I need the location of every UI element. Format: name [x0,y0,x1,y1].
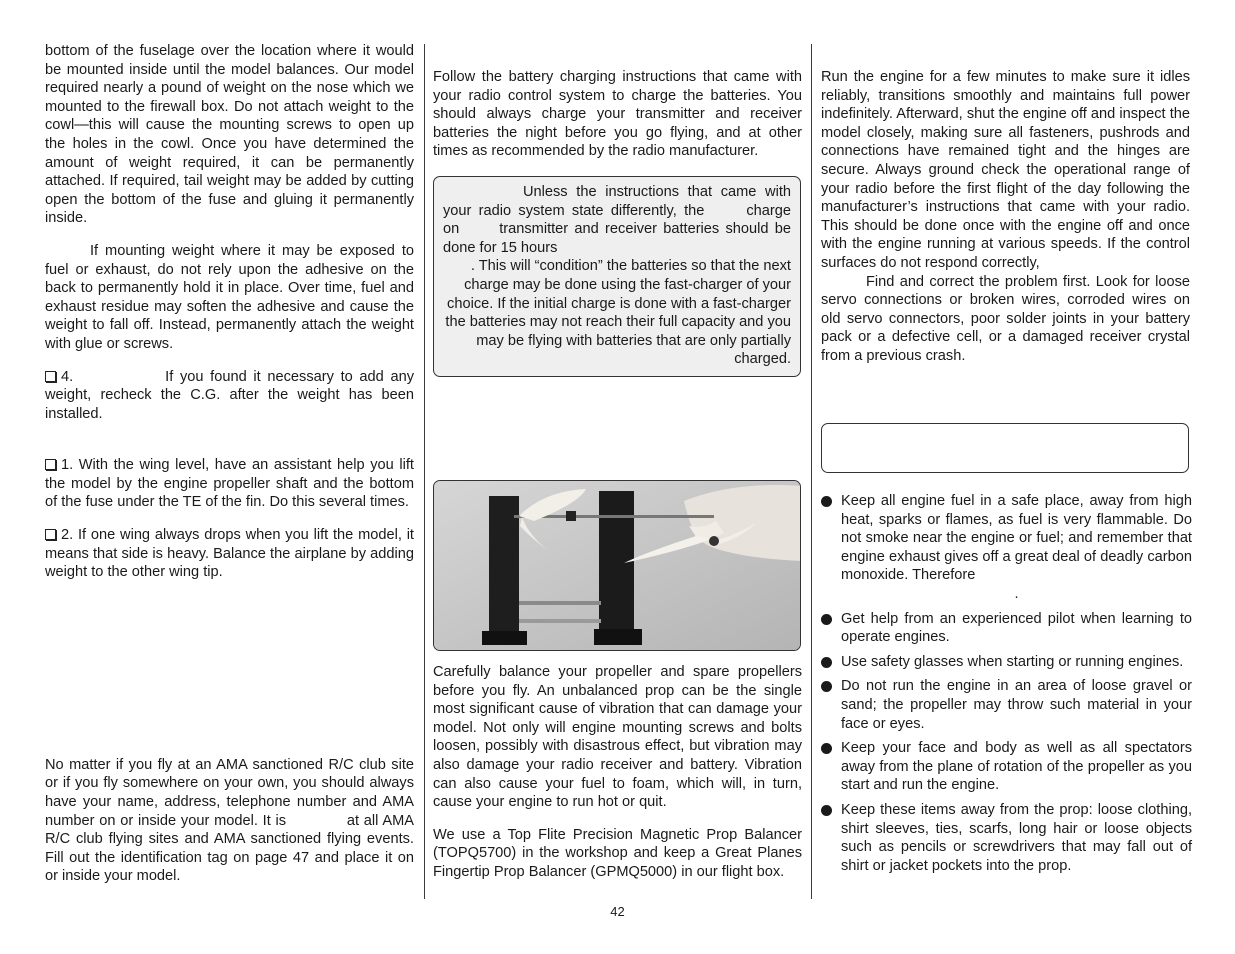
list-item: Get help from an experienced pilot when learning to operate engines. [821,610,1192,647]
list-item: Keep these items away from the prop: loose clothing, shirt sleeves, ties, scarfs, long hair or loose objects such as pencils or screwdrivers that may fall out of shirt or jacket pockets into the prop. [821,801,1192,875]
page-number: 42 [610,904,625,919]
paragraph-balance-weight: bottom of the fuselage over the location where it would be mounted inside until the model balances. Our model required nearly a pound of weight on the nose which we mounted to the firewall box. Do not attach weight to the cowl—this will cause the mounting screws to open up the holes in the cowl. Once you have determined the amount of weight required, it can be permanently attached. If required, tail weight may be added by cutting open the bottom of the fuse and gluing it permanently inside. [45,43,414,227]
checkbox-icon[interactable] [45,459,56,470]
list-item: Keep all engine fuel in a safe place, away from high heat, sparks or flames, as fuel is very flammable. Do not smoke near the engine or fuel; and remember that engine exhaust gives off a great deal of deadly carbon monoxide. Therefore . [821,492,1192,604]
paragraph-prop-balancers: We use a Top Flite Precision Magnetic Prop Balancer (TOPQ5700) in the workshop and keep a Great Planes Fingertip Prop Balancer (GPMQ5000) in our flight box. [433,826,802,880]
column-divider [811,44,812,899]
step-recheck-cg: 4. If you found it necessary to add any weight, recheck the C.G. after the weight has been installed. [45,368,414,422]
paragraph-find-problem: Find and correct the problem first. Look for loose servo connections or broken wires, corroded wires on old servo connectors, poor solder joints in your battery pack or a defective cell, or a damaged receiver crystal from a previous crash. [821,273,1190,364]
prop-balancer-image [434,481,801,651]
paragraph-weight-note: If mounting weight where it may be exposed to fuel or exhaust, do not rely upon the adhesive on the back to permanently hold it in place. Over time, fuel and exhaust residue may soften the adhesive and cause the weight to fall off. Instead, permanently attach the weight with glue or screws. [45,242,414,352]
paragraph-ground-check: Run the engine for a few minutes to make sure it idles reliably, transitions smoothly and maintains full power indefinitely. Afterward, shut the engine off and inspect the model closely, making sure all fasteners, pushrods and connections have remained tight and the hinges are secure. Always ground check the operational range of your radio before the first flight of the day following the manufacturer’s instructions that came with your radio. This should be done once with the engine off and once with the engine running at various speeds. If the control surfaces do not respond correctly, [821,69,1190,271]
checkbox-icon[interactable] [45,529,56,540]
step-lateral-balance-1: 1. With the wing level, have an assistant help you lift the model by the engine propeller shaft and the bottom of the fuse under the TE of the fin. Do this several times. [45,457,414,511]
battery-note-box: Unless the instructions that came with your radio system state differently, the charge on transmitter and receiver batteries should be done for 15 hours . This will “condition” the batteries so that the next charge may be done using the fast-charger of your choice. If the initial charge is done with a fast-charger the batteries may not reach their full capacity and you may be flying with batteries that are only partially charged. [433,176,801,377]
section-heading-box [821,423,1189,473]
paragraph-battery-charging: Follow the battery charging instructions that came with your radio control system to charge the batteries. You should always charge your transmitter and receiver batteries the night before you go flying, and at other times as recommended by the radio manufacturer. [433,69,802,160]
bullet-icon [821,681,832,692]
bullet-icon [821,657,832,668]
bullet-icon [821,805,832,816]
list-item: Use safety glasses when starting or running engines. [821,653,1192,672]
checkbox-icon[interactable] [45,371,56,382]
column-middle [433,68,802,161]
bullet-icon [821,743,832,754]
engine-safety-list [821,492,1192,875]
paragraph-balance-propellers: Carefully balance your propeller and spare propellers before you fly. An unbalanced prop can be the single most significant cause of vibration that can damage your model. Not only will engine mounting screws and bolts loosen, possibly with disastrous effect, but vibration may also damage your radio receiver and battery. Vibration can also cause your fuel to foam, which will, in turn, cause your engine to run hot or quit. [433,664,802,811]
bullet-icon [821,496,832,507]
bullet-icon [821,614,832,625]
prop-balancer-photo [433,480,801,651]
column-left [45,42,414,886]
column-right [821,68,1190,366]
step-lateral-balance-2: 2. If one wing always drops when you lift the model, it means that side is heavy. Balance the airplane by adding weight to the other wing tip. [45,527,414,581]
list-item: Keep your face and body as well as all spectators away from the plane of rotation of the propeller as you start and run the engine. [821,739,1192,795]
list-item: Do not run the engine in an area of loose gravel or sand; the propeller may throw such material in your face or eyes. [821,677,1192,733]
battery-note-text: . This will “condition” the batteries so that the next charge may be done using the fast-charger of your choice. If the initial charge is done with a fast-charger the batteries may not reach their full capacity and you may be flying with batteries that are only partially charged. [445,258,791,368]
column-divider [424,44,425,899]
column-middle-lower [433,663,802,882]
paragraph-identification: No matter if you fly at an AMA sanctioned R/C club site or if you fly somewhere on your own, you should always have your name, address, telephone number and AMA number on or inside your model. It is at all AMA R/C club flying sites and AMA sanctioned flying events. Fill out the identification tag on page 47 and place it on or inside your model. [45,756,414,885]
